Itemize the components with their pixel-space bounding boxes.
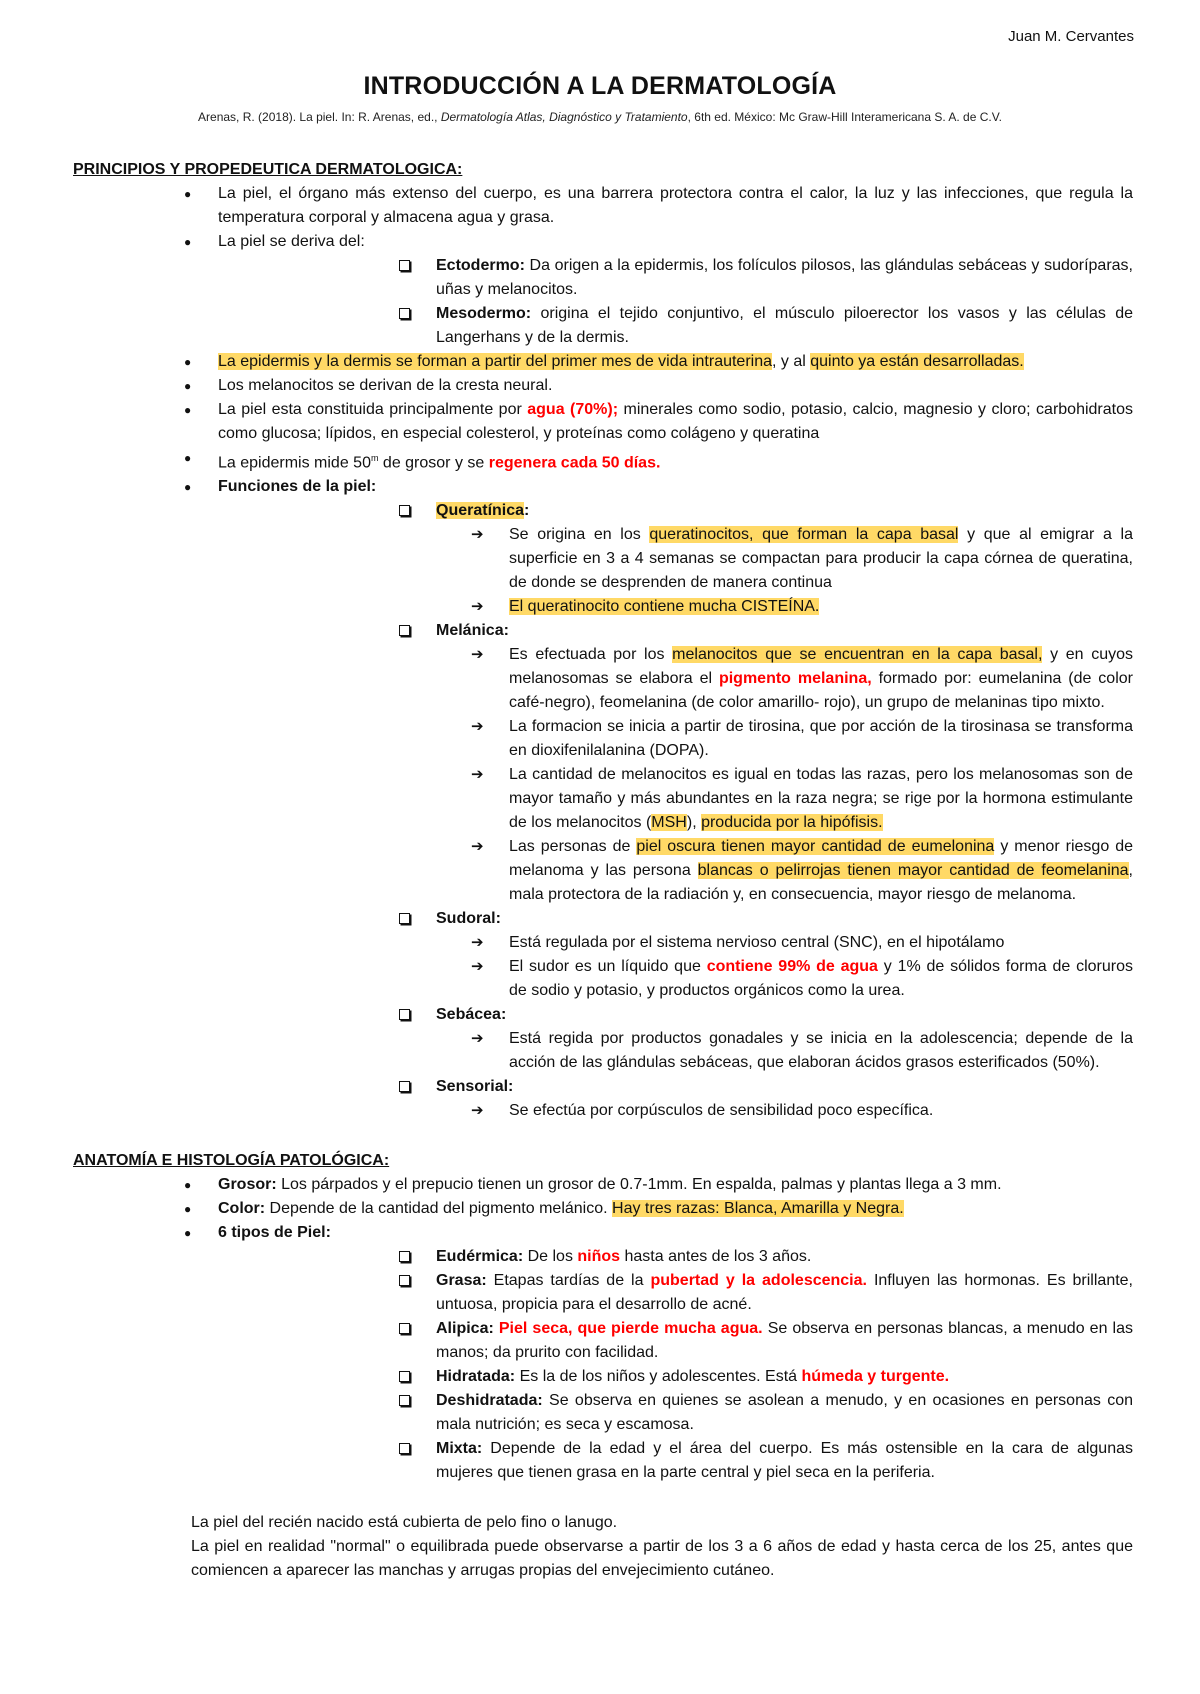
checkbox-list xyxy=(363,254,1133,350)
checkbox-square-icon xyxy=(399,1395,410,1406)
list-item xyxy=(289,1269,1133,1317)
checkbox-square-icon xyxy=(399,505,410,516)
bullet-icon: ● xyxy=(184,1202,192,1217)
item-label: 6 tipos de Piel: xyxy=(218,1224,331,1242)
citation xyxy=(0,110,1200,124)
paragraph-text: La piel del recién nacido está cubierta de pelo fino o lanugo. xyxy=(191,1514,618,1532)
item-label: Deshidratada: xyxy=(436,1392,543,1410)
item-text: Influyen las hormonas. Es brillante, untuosa, propicia para el desarrollo de acné. xyxy=(436,1272,1134,1314)
item-text: El sudor es un líquido que xyxy=(509,958,707,976)
arrow-right-icon: ➔ xyxy=(471,958,484,976)
highlighted-text: melanocitos que se encuentran en la capa basal, xyxy=(672,646,1043,664)
arrow-right-icon: ➔ xyxy=(471,934,484,952)
highlighted-text: queratinocitos, que forman la capa basal xyxy=(649,526,959,544)
list-item xyxy=(289,499,1133,619)
item-text: Se observa en quienes se asolean a menudo, y en ocasiones en personas con mala nutrición; es seca y escamosa. xyxy=(436,1392,1133,1434)
checkbox-square-icon xyxy=(399,625,410,636)
item-text: La formacion se inicia a partir de tirosina, que por acción de la tirosinasa se transforma en dioxifenilalanina (DOPA). xyxy=(509,718,1133,760)
item-label: Grasa: xyxy=(436,1272,487,1290)
item-text: origina el tejido conjuntivo, el músculo piloerector los vasos y las células de Langerhans y de la dermis. xyxy=(436,305,1133,346)
item-text: Los párpados y el prepucio tienen un grosor de 0.7-1mm. En espalda, palmas y plantas llega a 3 mm. xyxy=(276,1176,1002,1194)
bullet-icon: ● xyxy=(184,355,192,369)
list-item xyxy=(73,230,1133,350)
bullet-icon: ● xyxy=(184,480,192,495)
bullet-icon: ● xyxy=(184,403,192,417)
bullet-list xyxy=(73,182,1133,1123)
item-text: , mala protectora de la radiación y, en consecuencia, mayor riesgo de melanoma. xyxy=(509,862,1133,904)
bullet-icon: ● xyxy=(184,451,192,465)
highlighted-text: La epidermis y la dermis se forman a partir del primer mes de vida intrauterina xyxy=(218,353,773,370)
item-label: Ectodermo: xyxy=(436,257,525,274)
item-text: formado por: eumelanina (de color café-negro), feomelanina (de color amarillo- rojo), un grupo de melaninas tipo mixto. xyxy=(509,670,1133,712)
item-label: Eudérmica: xyxy=(436,1248,524,1266)
arrow-right-icon: ➔ xyxy=(471,1030,484,1048)
list-item xyxy=(289,1365,1133,1389)
item-text: Se efectúa por corpúsculos de sensibilidad poco específica. xyxy=(509,1102,934,1120)
checkbox-square-icon xyxy=(399,1251,410,1262)
checkbox-square-icon xyxy=(399,1443,410,1454)
arrow-list xyxy=(471,1099,1133,1123)
bullet-icon: ● xyxy=(184,1178,192,1193)
list-item xyxy=(436,835,1133,907)
checkbox-square-icon xyxy=(399,913,410,924)
list-item xyxy=(289,1437,1133,1485)
item-text: Depende de la edad y el área del cuerpo. Es más ostensible en la cara de algunas mujeres que tienen grasa en la parte central y piel seca en la periferia. xyxy=(436,1440,1133,1482)
item-label: Melánica: xyxy=(436,622,509,640)
checkbox-list xyxy=(363,1245,1133,1485)
arrow-list xyxy=(471,523,1133,619)
item-text: Es la de los niños y adolescentes. Está xyxy=(515,1368,802,1386)
item-text: ), xyxy=(686,814,702,832)
arrow-right-icon: ➔ xyxy=(471,526,484,544)
bullet-icon: ● xyxy=(184,187,192,201)
bullet-list xyxy=(73,1173,1133,1485)
item-text: Los melanocitos se derivan de la cresta neural. xyxy=(218,377,553,394)
item-text: Depende de la cantidad del pigmento melánico. xyxy=(265,1200,613,1218)
item-text: de grosor y se xyxy=(378,454,489,472)
item-text: De los xyxy=(523,1248,578,1266)
citation-text: Arenas, R. (2018). La piel. In: R. Arenas, ed., xyxy=(198,110,441,124)
highlighted-text: piel oscura tienen mayor cantidad de eumelonina xyxy=(636,838,995,856)
list-item xyxy=(73,350,1133,374)
highlighted-text: Hay tres razas: Blanca, Amarilla y Negra. xyxy=(612,1200,904,1218)
superscript-unit: m xyxy=(370,453,379,463)
highlighted-text: producida por la hipófisis. xyxy=(701,814,883,832)
list-item xyxy=(436,763,1133,835)
checkbox-square-icon xyxy=(399,1323,410,1334)
list-item xyxy=(289,907,1133,1003)
red-emphasis: regenera cada 50 días. xyxy=(488,454,661,472)
item-text: Está regulada por el sistema nervioso central (SNC), en el hipotálamo xyxy=(509,934,1005,952)
red-emphasis: Piel seca, que pierde mucha agua. xyxy=(493,1320,763,1338)
section-title-principios: PRINCIPIOS Y PROPEDEUTICA DERMATOLOGICA: xyxy=(73,161,463,178)
list-item xyxy=(436,643,1133,715)
list-item xyxy=(289,1317,1133,1365)
checkbox-square-icon xyxy=(399,1009,410,1020)
red-emphasis: agua (70%); xyxy=(527,401,619,418)
arrow-right-icon: ➔ xyxy=(471,646,484,664)
item-text: Es efectuada por los xyxy=(509,646,673,664)
item-text: Se observa en personas blancas, a menudo en las manos; da prurito con facilidad. xyxy=(436,1320,1133,1362)
checkbox-square-icon xyxy=(399,1081,410,1092)
item-text: hasta antes de los 3 años. xyxy=(620,1248,812,1266)
item-text: La piel esta constituida principalmente por xyxy=(218,401,528,418)
arrow-right-icon: ➔ xyxy=(471,766,484,784)
red-emphasis: contiene 99% de agua xyxy=(706,958,878,976)
checkbox-square-icon xyxy=(399,260,410,271)
highlighted-text: El queratinocito contiene mucha CISTEÍNA. xyxy=(509,598,820,616)
list-item xyxy=(73,475,1133,1123)
item-text: Se origina en los xyxy=(509,526,650,544)
arrow-list xyxy=(471,1027,1133,1075)
list-item xyxy=(289,302,1133,350)
section-title-anatomia: ANATOMÍA E HISTOLOGÍA PATOLÓGICA: xyxy=(73,1152,390,1170)
list-item xyxy=(289,1075,1133,1123)
list-item xyxy=(289,1003,1133,1075)
document-title: INTRODUCCIÓN A LA DERMATOLOGÍA xyxy=(363,72,837,100)
list-item xyxy=(436,523,1133,595)
checkbox-list xyxy=(363,499,1133,1123)
item-label: Alipica: xyxy=(436,1320,494,1338)
closing-paragraph xyxy=(73,1511,1133,1583)
item-label: Sensorial: xyxy=(436,1078,514,1096)
list-item xyxy=(436,931,1133,955)
item-label: Sudoral: xyxy=(436,910,501,928)
list-item xyxy=(289,619,1133,907)
item-label: Mixta: xyxy=(436,1440,483,1458)
highlighted-text: MSH xyxy=(651,814,687,832)
paragraph-text: La piel en realidad "normal" o equilibrada puede observarse a partir de los 3 a 6 años de edad y hasta cerca de los 25, antes que comiencen a aparecer las manchas y arrugas propias del envejecimiento cutáneo. xyxy=(191,1538,1133,1580)
item-text: Está regida por productos gonadales y se inicia en la adolescencia; depende de la acción de las glándulas sebáceas, que elaboran ácidos grasos esterificados (50%). xyxy=(509,1030,1133,1072)
item-text: Etapas tardías de la xyxy=(486,1272,651,1290)
list-item xyxy=(73,398,1133,446)
list-item xyxy=(436,595,1133,619)
item-label: Sebácea: xyxy=(436,1006,507,1024)
arrow-right-icon: ➔ xyxy=(471,1102,484,1120)
item-text: y 1% de sólidos forma de cloruros de sodio y potasio, y productos orgánicos como la urea. xyxy=(509,958,1133,1000)
item-label: Mesodermo: xyxy=(436,305,532,322)
list-item xyxy=(289,1245,1133,1269)
red-emphasis: niños xyxy=(577,1248,621,1266)
list-item xyxy=(436,1027,1133,1075)
document-body xyxy=(73,158,1133,1583)
item-text: Da origen a la epidermis, los folículos pilosos, las glándulas sebáceas y sudoríparas, uñas y melanocitos. xyxy=(436,257,1133,298)
list-item xyxy=(73,374,1133,398)
item-text: La piel se deriva del: xyxy=(218,233,365,250)
item-label: Hidratada: xyxy=(436,1368,516,1386)
list-item xyxy=(73,1221,1133,1485)
bullet-icon: ● xyxy=(184,235,192,249)
item-label: Grosor: xyxy=(218,1176,277,1194)
red-emphasis: húmeda y turgente. xyxy=(801,1368,950,1386)
highlighted-text: quinto ya están desarrolladas. xyxy=(810,353,1024,370)
list-item xyxy=(73,1173,1133,1197)
item-text: y menor riesgo de melanoma y las persona xyxy=(509,838,1134,880)
item-text: Las personas de xyxy=(509,838,637,856)
list-item xyxy=(73,182,1133,230)
red-emphasis: pubertad y la adolescencia. xyxy=(650,1272,867,1290)
bullet-icon: ● xyxy=(184,1226,192,1241)
arrow-list xyxy=(471,931,1133,1003)
item-text: La epidermis mide 50 xyxy=(218,454,371,472)
citation-text: , 6th ed. México: Mc Graw-Hill Interamericana S. A. de C.V. xyxy=(687,110,1002,124)
checkbox-square-icon xyxy=(399,308,410,319)
spacer xyxy=(73,1485,1133,1511)
spacer xyxy=(73,1123,1133,1149)
highlighted-text: blancas o pelirrojas tienen mayor cantidad de feomelanina xyxy=(697,862,1129,880)
checkbox-square-icon xyxy=(399,1275,410,1286)
checkbox-square-icon xyxy=(399,1371,410,1382)
item-label: : xyxy=(524,502,530,520)
red-emphasis: pigmento melanina, xyxy=(718,670,872,688)
list-item xyxy=(289,1389,1133,1437)
list-item xyxy=(436,715,1133,763)
citation-book-title: Dermatología Atlas, Diagnóstico y Tratamiento xyxy=(440,110,688,124)
arrow-list xyxy=(471,643,1134,907)
item-text: , y al xyxy=(772,353,811,370)
item-text: minerales como sodio, potasio, calcio, magnesio y cloro; carbohidratos como glucosa; lípidos, en especial colesterol, y proteínas como colágeno y queratina xyxy=(218,401,1133,442)
list-item xyxy=(436,1099,1133,1123)
item-text: La piel, el órgano más extenso del cuerpo, es una barrera protectora contra el calor, la luz y las infecciones, que regula la temperatura corporal y almacena agua y grasa. xyxy=(218,185,1133,226)
bullet-icon: ● xyxy=(184,379,192,393)
list-item xyxy=(289,254,1133,302)
list-item xyxy=(436,955,1133,1003)
arrow-right-icon: ➔ xyxy=(471,598,484,616)
author-name: Juan M. Cervantes xyxy=(1008,28,1134,45)
item-text: La cantidad de melanocitos es igual en todas las razas, pero los melanosomas son de mayor tamaño y más abundantes en la raza negra; se rige por la hormona estimulante de los melanocitos ( xyxy=(509,766,1133,832)
item-text: y en cuyos melanosomas se elabora el xyxy=(509,646,1133,688)
arrow-right-icon: ➔ xyxy=(471,838,484,856)
item-text: y que al emigrar a la superficie en 3 a 4 semanas se compactan para producir la capa córnea de queratina, de donde se desprenden de manera continua xyxy=(509,526,1133,592)
item-label: Funciones de la piel: xyxy=(218,478,377,496)
item-label: Color: xyxy=(218,1200,266,1218)
list-item xyxy=(73,446,1133,475)
list-item xyxy=(73,1197,1133,1221)
item-label: Queratínica xyxy=(436,502,525,520)
arrow-right-icon: ➔ xyxy=(471,718,484,736)
